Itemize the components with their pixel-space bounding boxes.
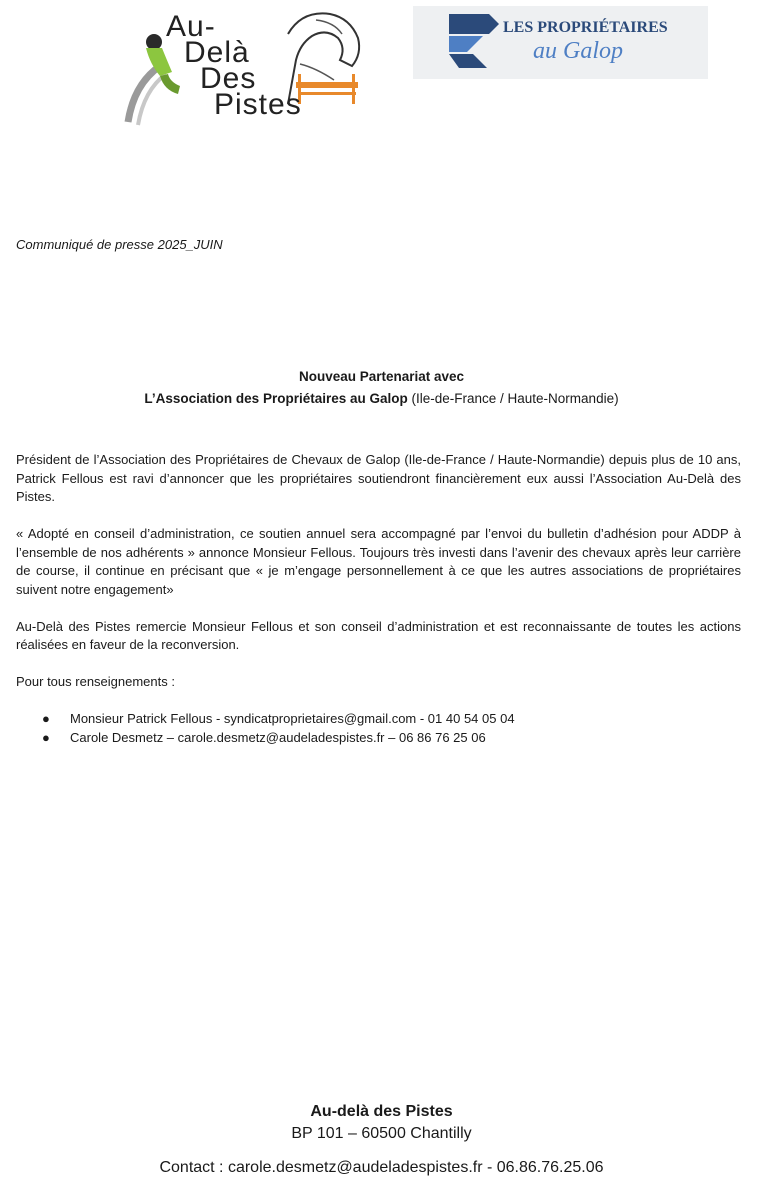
logo-word-des: Des [200, 62, 257, 95]
footer-org: Au-delà des Pistes [310, 1103, 453, 1120]
contact-fellous: Monsieur Patrick Fellous - syndicatproprietaires@gmail.com - 01 40 54 05 04 [70, 711, 515, 726]
paragraph-quote: « Adopté en conseil d’administration, ce soutien annuel sera accompagné par l’envoi du bulletin d’adhésion pour ADDP à l’ensemble de nos adhérents » annonce Monsieur Fellous. Toujours très investi dans l’avenir des chevaux après leur carrière de course, il continue en précisant que « je m’engage personnellement à ce que les autres associations de propriétaires suivent notre engagement» [16, 526, 741, 597]
headline [0, 366, 763, 410]
logo-au-dela-des-pistes [120, 4, 370, 128]
logo-word-pistes: Pistes [214, 88, 302, 121]
headline-line2 [0, 388, 763, 410]
bullet-icon: ● [42, 711, 50, 726]
paragraph-intro: Président de l’Association des Propriétaires de Chevaux de Galop (Ile-de-France / Haute-Normandie) depuis plus de 10 ans, Patrick Fellous est ravi d’annoncer que les propriétaires soutiendront financièrement eux aussi l’Association Au-Delà des Pistes. [16, 452, 741, 504]
logo-title: LES PROPRIÉTAIRES [503, 19, 668, 36]
headline-line1: Nouveau Partenariat avec [298, 369, 465, 384]
footer-contact: Contact : carole.desmetz@audeladespistes.fr - 06.86.76.25.06 [159, 1159, 604, 1176]
headline-association: L’Association des Propriétaires au Galop [144, 391, 408, 406]
footer-address: BP 101 – 60500 Chantilly [291, 1125, 472, 1142]
body-text [16, 451, 741, 747]
list-item [16, 710, 741, 729]
logo-word-dela: Delà [184, 36, 250, 69]
bullet-icon: ● [42, 729, 50, 745]
paragraph-thanks: Au-Delà des Pistes remercie Monsieur Fellous et son conseil d’administration et est reconnaissante de toutes les actions réalisées en faveur de la reconversion. [16, 618, 741, 652]
paragraph-info: Pour tous renseignements : [16, 674, 175, 689]
handshake-arrow-icon [413, 6, 503, 79]
press-release-label: Communiqué de presse 2025_JUIN [16, 237, 223, 252]
logo-les-proprietaires-au-galop [413, 6, 708, 79]
list-item [16, 729, 741, 748]
logo-subtitle: au Galop [533, 38, 623, 64]
headline-region: (Ile-de-France / Haute-Normandie) [407, 391, 619, 406]
logo-word-au: Au- [166, 10, 216, 43]
footer [0, 1101, 763, 1179]
contact-desmetz: Carole Desmetz – carole.desmetz@audeladespistes.fr – 06 86 76 25 06 [70, 729, 486, 745]
contact-list [16, 710, 741, 747]
